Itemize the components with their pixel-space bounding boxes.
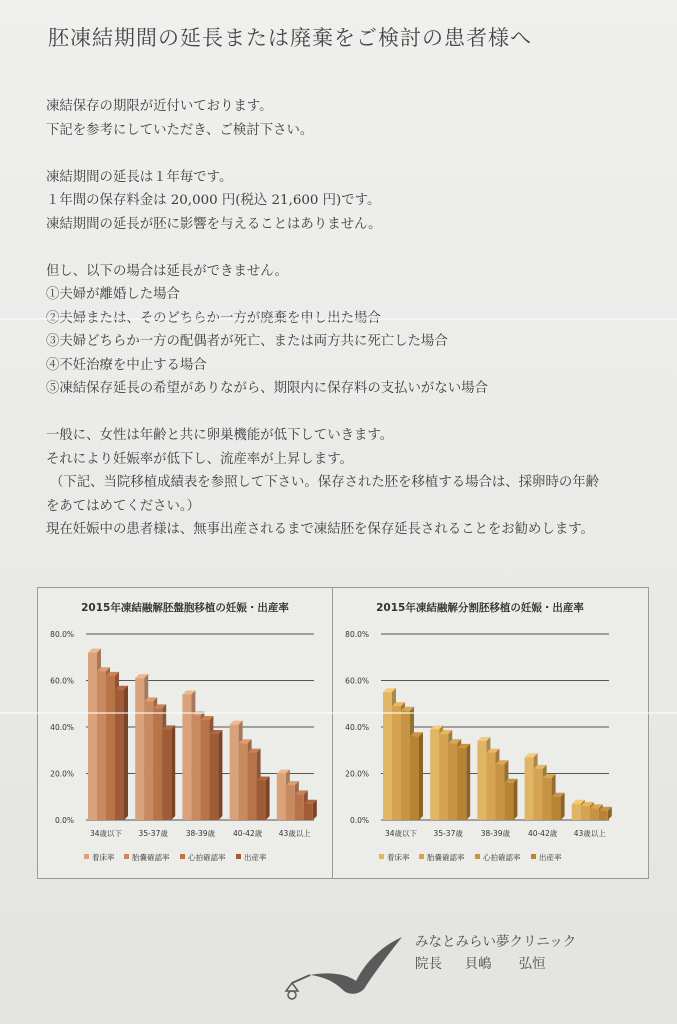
legend-label: 心拍確認率 — [483, 853, 521, 862]
paper-fold — [0, 318, 677, 320]
y-tick-label: 80.0% — [345, 630, 369, 639]
bar — [486, 753, 495, 820]
bar — [504, 783, 513, 820]
bar-side — [513, 779, 517, 820]
bar — [599, 811, 608, 820]
chart-title: 2015年凍結融解分割胚移植の妊娠・出産率 — [376, 602, 584, 614]
bar — [286, 785, 295, 820]
text-line: 凍結期間の延長は１年毎です。 — [46, 169, 233, 185]
bar — [191, 715, 200, 820]
bar — [115, 690, 124, 820]
bar — [144, 701, 153, 820]
director-line — [415, 953, 576, 975]
bar — [88, 653, 97, 820]
bar-side — [171, 725, 175, 820]
bar — [477, 741, 486, 820]
bar — [304, 804, 313, 820]
legend-label: 胎嚢確認率 — [132, 853, 170, 862]
chart-svg — [38, 588, 332, 878]
bar — [448, 743, 457, 820]
bar — [248, 753, 257, 820]
legend-label: 出産率 — [539, 853, 562, 862]
bar — [239, 743, 248, 820]
y-tick-label: 60.0% — [345, 676, 369, 686]
legend-label: 着床率 — [387, 853, 410, 862]
x-tick-label: 35-37歳 — [433, 829, 463, 838]
bar — [106, 676, 115, 820]
director-label: 院長 — [415, 956, 442, 972]
bar-side — [419, 732, 423, 820]
paragraph — [46, 95, 666, 142]
legend-swatch — [84, 854, 89, 859]
list-item: ④不妊治療を中止する場合 — [46, 357, 207, 373]
y-tick-label: 20.0% — [50, 769, 74, 779]
y-tick-label: 0.0% — [54, 816, 74, 825]
bar — [162, 729, 171, 820]
bar — [457, 748, 466, 820]
bar — [572, 804, 581, 820]
stork-icon — [270, 933, 410, 1007]
bar — [552, 797, 561, 820]
bar — [135, 678, 144, 820]
legend-swatch — [124, 854, 129, 859]
text-line: それにより妊娠率が低下し、流産率が上昇します。 — [46, 451, 353, 467]
y-tick-label: 0.0% — [349, 816, 369, 825]
legend-label: 着床率 — [92, 853, 115, 862]
legend-label: 胎嚢確認率 — [427, 853, 465, 862]
legend-swatch — [419, 854, 424, 859]
x-tick-label: 43歳以上 — [278, 829, 311, 838]
y-tick-label: 20.0% — [345, 769, 369, 779]
bar — [392, 706, 401, 820]
legend-label: 出産率 — [244, 853, 267, 862]
bar — [590, 808, 599, 820]
y-tick-label: 40.0% — [345, 723, 369, 732]
bar — [277, 774, 286, 821]
text-line: 凍結保存の期限が近付いております。 — [46, 99, 273, 114]
bar — [209, 734, 218, 820]
clinic-signature — [415, 931, 576, 975]
y-tick-label: 40.0% — [50, 723, 74, 732]
page-title: 胚凍結期間の延長または廃棄をご検討の患者様へ — [48, 26, 532, 50]
bar — [581, 806, 590, 820]
bar-side — [124, 686, 128, 820]
legend-label: 心拍確認率 — [188, 853, 226, 862]
bar-side — [466, 744, 470, 820]
bar — [410, 736, 419, 820]
text-line: 但し、以下の場合は延長ができません。 — [46, 263, 288, 279]
clinic-name: みなとみらい夢クリニック — [415, 934, 577, 950]
text-line: （下記、当院移植成績表を参照して下さい。保存された胚を移植する場合は、採卵時の年齢 — [50, 475, 600, 490]
x-tick-label: 40-42歳 — [232, 829, 263, 838]
x-tick-label: 34歳以下 — [89, 829, 123, 838]
paragraph — [46, 166, 666, 237]
bar — [295, 794, 304, 820]
bar — [200, 720, 209, 820]
chart-blastocyst — [38, 588, 333, 878]
paper-fold — [0, 712, 677, 714]
bar-side — [561, 793, 565, 820]
x-tick-label: 38-39歳 — [185, 829, 216, 838]
x-tick-label: 38-39歳 — [480, 829, 511, 838]
text-line: 一般に、女性は年齢と共に卵巣機能が低下していきます。 — [46, 428, 394, 443]
bar — [257, 780, 266, 820]
bar — [430, 729, 439, 820]
director-name: 貝嶋 弘恒 — [464, 956, 546, 972]
x-tick-label: 43歳以上 — [573, 829, 606, 838]
text-line: 下記を参考にしていただき、ご検討下さい。 — [46, 122, 314, 138]
y-tick-label: 60.0% — [50, 676, 74, 686]
text-line: 現在妊娠中の患者様は、無事出産されるまで凍結胚を保存延長されることをお勧めします。 — [46, 522, 594, 537]
chart-svg — [333, 588, 647, 878]
x-tick-label: 35-37歳 — [138, 829, 168, 838]
legend-swatch — [180, 854, 185, 859]
charts-box — [37, 587, 649, 879]
bar-side — [218, 730, 222, 820]
bar — [230, 725, 239, 820]
chart-cleavage — [333, 588, 627, 878]
paragraph — [46, 424, 666, 542]
legend-swatch — [236, 854, 241, 859]
chart-title: 2015年凍結融解胚盤胞移植の妊娠・出産率 — [81, 602, 289, 614]
y-tick-label: 80.0% — [50, 630, 74, 639]
bar-side — [266, 776, 270, 820]
bar — [495, 764, 504, 820]
legend-swatch — [475, 854, 480, 859]
list-item: ⑤凍結保存延長の希望がありながら、期限内に保存料の支払いがない場合 — [46, 381, 488, 396]
text-line: 凍結期間の延長が胚に影響を与えることはありません。 — [46, 216, 382, 232]
bar — [543, 778, 552, 820]
paragraph — [46, 260, 666, 401]
legend-swatch — [379, 854, 384, 859]
x-tick-label: 34歳以下 — [384, 829, 418, 838]
bar — [439, 734, 448, 820]
bar — [534, 769, 543, 820]
bar — [97, 671, 106, 820]
x-tick-label: 40-42歳 — [527, 829, 558, 838]
list-item: ③夫婦どちらか一方の配偶者が死亡、または両方共に死亡した場合 — [46, 334, 448, 349]
text-line: をあてはめてください。） — [46, 498, 200, 514]
bar — [153, 708, 162, 820]
list-item: ①夫婦が離婚した場合 — [46, 287, 180, 302]
bar — [401, 711, 410, 820]
bar — [525, 757, 534, 820]
text-line: １年間の保存料金は 20,000 円(税込 21,600 円)です。 — [46, 193, 381, 208]
legend-swatch — [531, 854, 536, 859]
